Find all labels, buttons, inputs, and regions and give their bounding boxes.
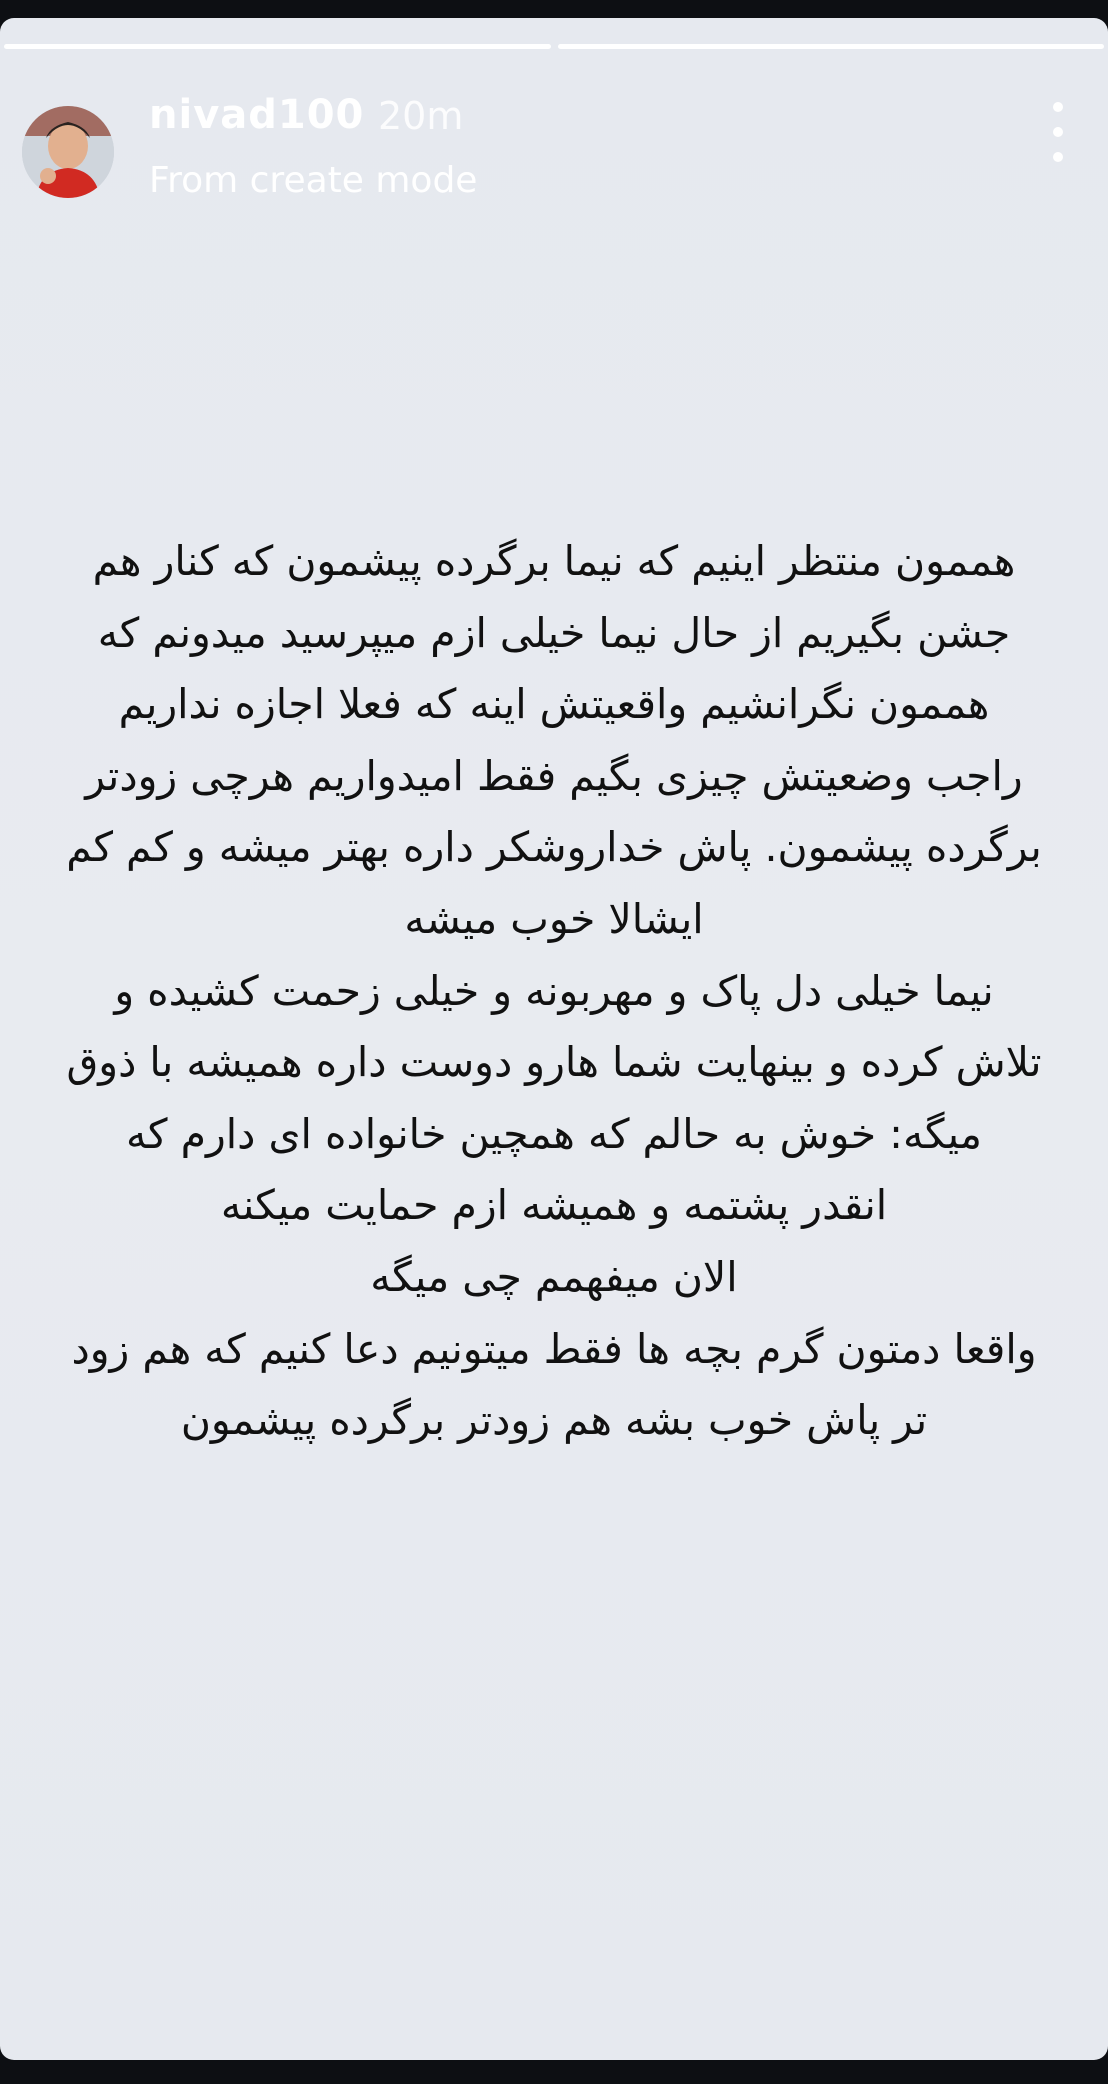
progress-segment (4, 44, 551, 49)
bottom-bar (0, 2060, 1108, 2084)
story-progress-bar (4, 44, 1104, 49)
story-text-line: جشن بگیریم از حال نیما خیلی ازم میپرسید میدونم که (97, 608, 1011, 657)
story-timestamp: 20m (378, 94, 464, 138)
story-viewer[interactable] (0, 18, 1108, 2060)
profile-avatar[interactable] (22, 106, 114, 198)
story-text (50, 526, 1058, 1457)
story-text-line: برگرده پیشمون. پاش خداروشکر داره بهتر میشه و کم کم (66, 823, 1042, 872)
story-text-line: نیما خیلی دل پاک و مهربونه و خیلی زحمت کشیده و (114, 966, 994, 1015)
avatar-image (22, 106, 114, 198)
story-username[interactable]: nivad100 (149, 92, 365, 138)
story-text-line: الان میفهمم چی میگه (370, 1252, 738, 1301)
story-text-line: میگه: خوش به حالم که همچین خانواده ای دارم که (126, 1109, 982, 1158)
story-text-line: تر پاش خوب بشه هم زودتر برگرده پیشمون (180, 1396, 928, 1445)
story-text-line: راجب وضعیتش چیزی بگیم فقط امیدواریم هرچی زودتر (85, 751, 1023, 800)
story-text-line: هممون نگرانشیم واقعیتش اینه که فعلا اجازه نداریم (118, 680, 990, 729)
progress-segment (558, 44, 1105, 49)
story-text-line: ایشالا خوب میشه (404, 894, 704, 943)
story-text-line: تلاش کرده و بینهایت شما هارو دوست داره همیشه با ذوق (66, 1038, 1042, 1087)
story-text-line: هممون منتظر اینیم که نیما برگرده پیشمون که کنار هم (92, 537, 1016, 585)
story-source-label: From create mode (149, 160, 478, 201)
more-vertical-icon[interactable] (1038, 102, 1078, 162)
story-text-line: انقدر پشتمه و همیشه ازم حمایت میکنه (220, 1181, 888, 1230)
story-text-line: واقعا دمتون گرم بچه ها فقط میتونیم دعا کنیم که هم زود (71, 1324, 1037, 1373)
story-header (22, 88, 1086, 201)
